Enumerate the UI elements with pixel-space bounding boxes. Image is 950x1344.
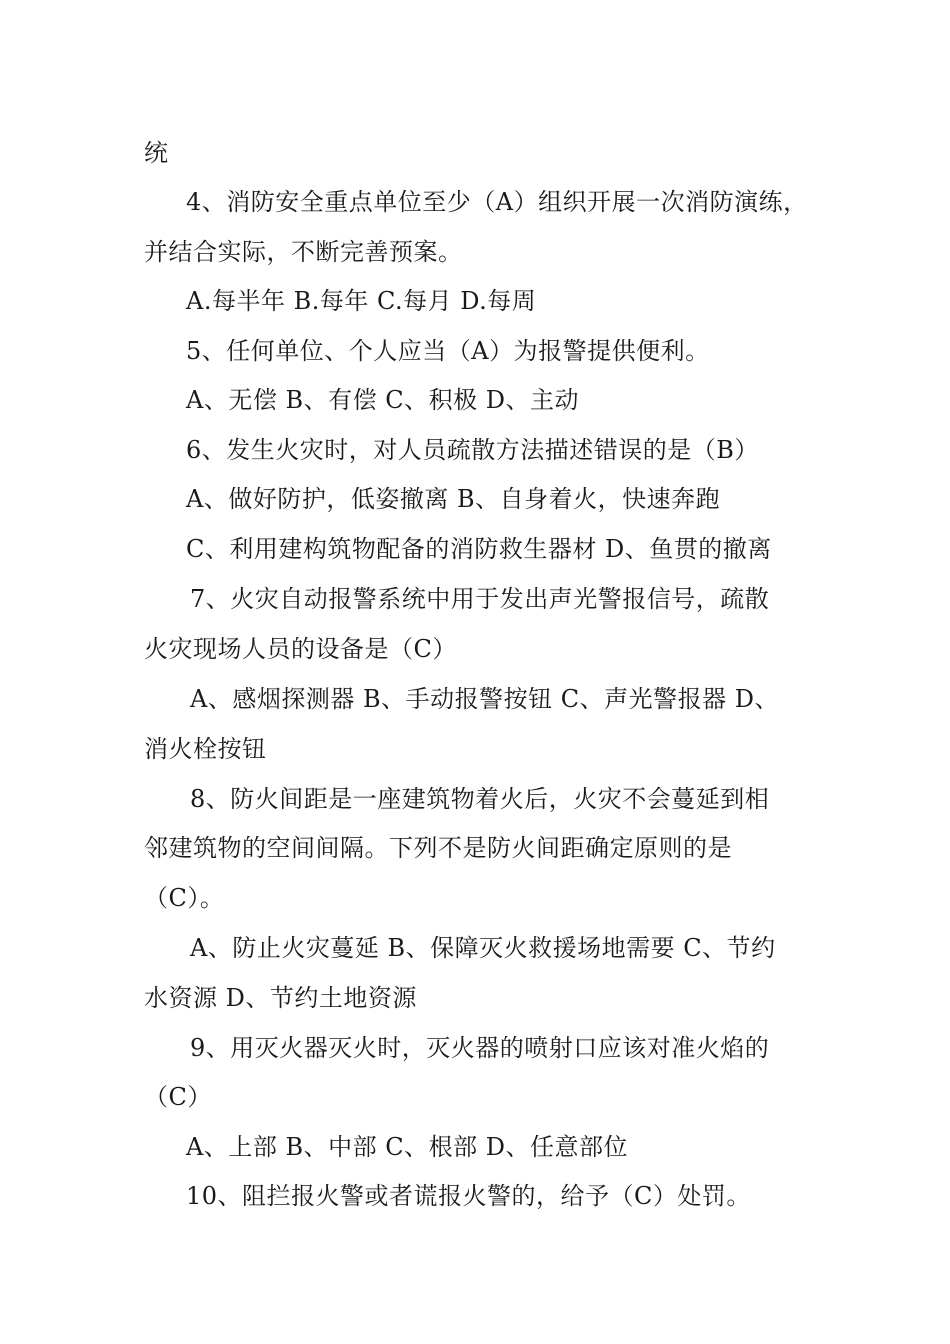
question-8: 8、防火间距是一座建筑物着火后，火灾不会蔓延到相 (190, 785, 770, 813)
options-8: A、防止火灾蔓延 B、保障灭火救援场地需要 C、节约 (190, 934, 776, 962)
options-6-line-2: C、利用建构筑物配备的消防救生器材 D、鱼贯的撤离 (186, 535, 772, 563)
question-4: 4、消防安全重点单位至少（A）组织开展一次消防演练， (186, 188, 808, 216)
text-line: （C）。 (144, 884, 225, 912)
text-line: 消火栓按钮 (144, 735, 267, 763)
text-line: 邻建筑物的空间间隔。下列不是防火间距确定原则的是 (144, 834, 732, 862)
text-line: 并结合实际，不断完善预案。 (144, 238, 463, 266)
question-10: 10、阻拦报火警或者谎报火警的，给予（C）处罚。 (186, 1182, 751, 1210)
question-9: 9、用灭火器灭火时，灭火器的喷射口应该对准火焰的 (190, 1034, 770, 1062)
question-5: 5、任何单位、个人应当（A）为报警提供便利。 (186, 337, 710, 365)
options-6-line-1: A、做好防护，低姿撤离 B、自身着火，快速奔跑 (186, 485, 721, 513)
options-4: A.每半年 B.每年 C.每月 D.每周 (186, 287, 537, 315)
text-line: 水资源 D、节约土地资源 (144, 984, 417, 1012)
options-7: A、感烟探测器 B、手动报警按钮 C、声光警报器 D、 (190, 685, 779, 713)
question-7: 7、火灾自动报警系统中用于发出声光警报信号，疏散 (190, 585, 770, 613)
options-9: A、上部 B、中部 C、根部 D、任意部位 (186, 1133, 628, 1161)
question-6: 6、发生火灾时，对人员疏散方法描述错误的是（B） (186, 436, 759, 464)
text-line: （C） (144, 1083, 212, 1111)
options-5: A、无偿 B、有偿 C、积极 D、主动 (186, 386, 579, 414)
text-line: 统 (144, 139, 169, 167)
text-line: 火灾现场人员的设备是（C） (144, 635, 457, 663)
